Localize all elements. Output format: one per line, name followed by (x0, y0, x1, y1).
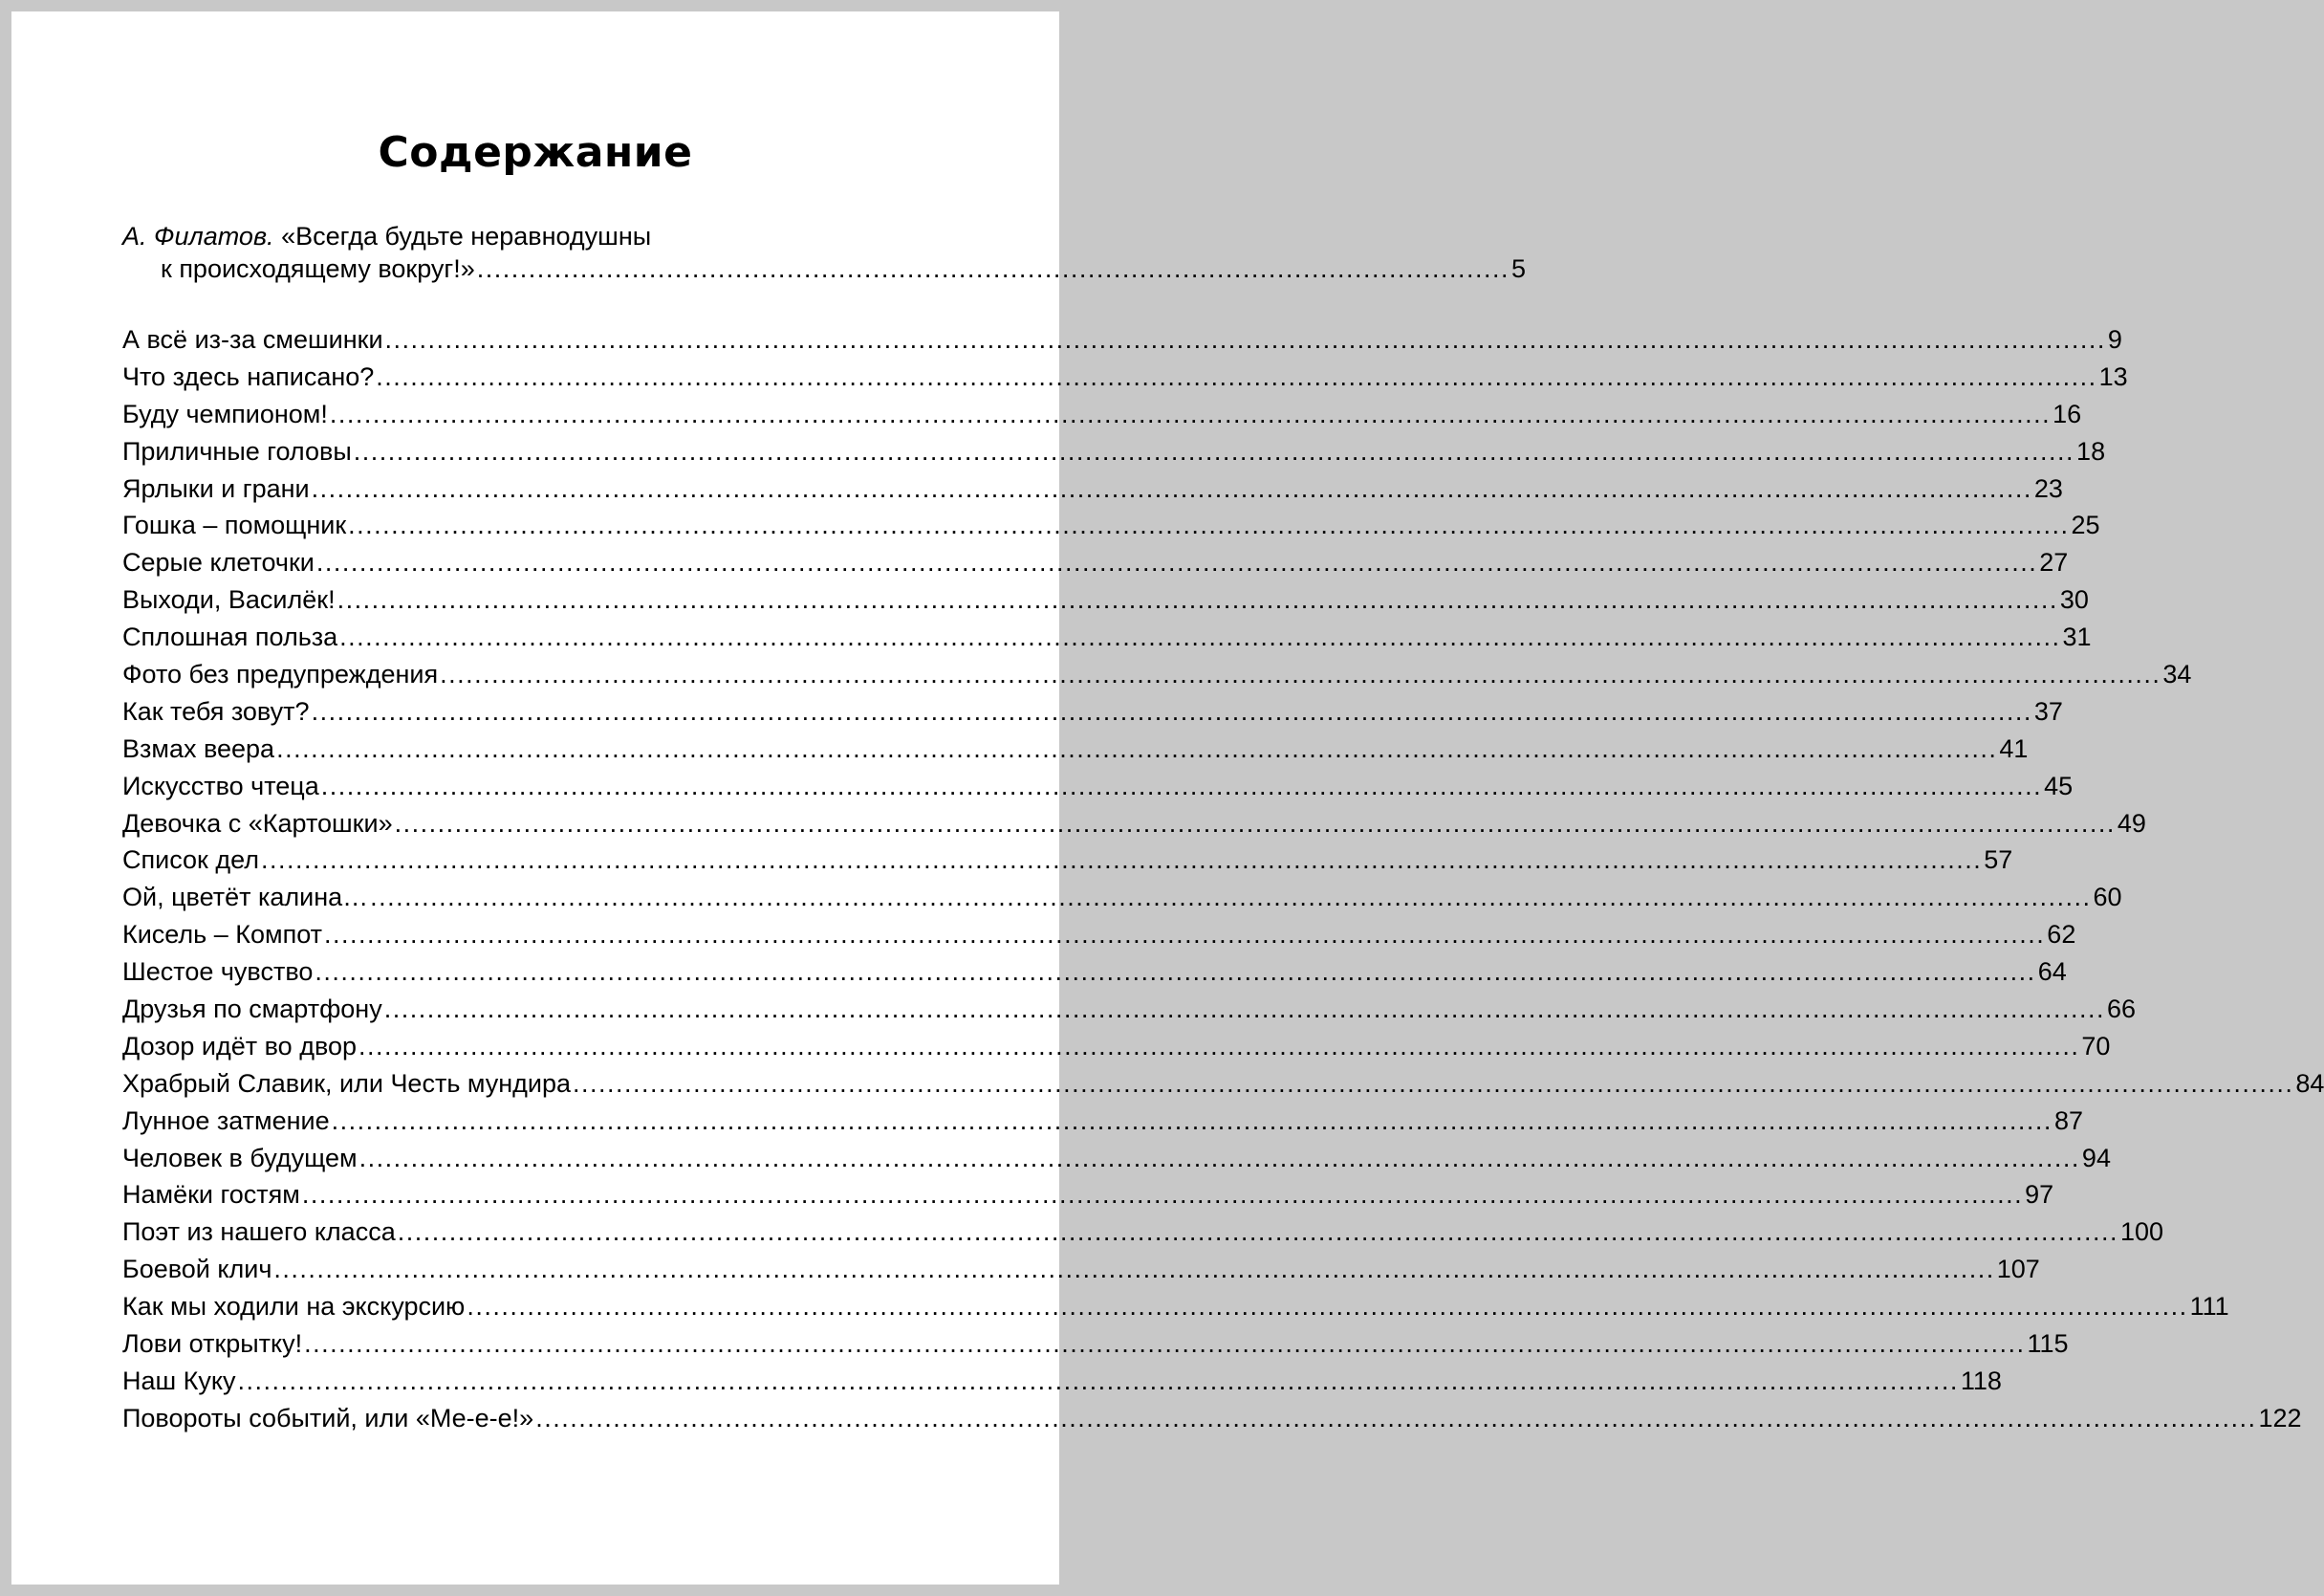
dot-leader: ........................................................................................................................................................................................................ (353, 436, 2075, 466)
toc-entry-title: Взмах веера (122, 733, 275, 763)
toc-entry-page: 30 (2059, 585, 2089, 615)
intro-entry-line2 (122, 254, 1527, 291)
intro-title-line1: «Всегда будьте неравнодушны (281, 222, 652, 251)
dot-leader: ........................................................................................................................................................................................................ (337, 585, 2058, 615)
toc-entry-page: 31 (2062, 623, 2092, 652)
toc-entry-page: 66 (2107, 995, 2137, 1024)
dot-leader: ........................................................................................................................................................................................................ (237, 1366, 1959, 1395)
toc-entry-title: Ой, цветёт калина… (122, 883, 369, 912)
toc-entry-title: Как мы ходили на экскурсию (122, 1292, 466, 1322)
toc-entry-page: 94 (2081, 1143, 2111, 1172)
toc-entry-title: Боевой клич (122, 1255, 272, 1284)
toc-entry (122, 1105, 2083, 1144)
toc-entry-title: Буду чемпионом! (122, 399, 328, 428)
toc-entry (122, 1366, 2002, 1404)
toc-entry (122, 1068, 2324, 1106)
dot-leader: ........................................................................................................................................................................................................ (304, 1329, 2026, 1359)
dot-leader: ........................................................................................................................................................................................................ (331, 1105, 2053, 1135)
toc-entry-page: 34 (2162, 660, 2192, 689)
toc-entry-title: Человек в будущем (122, 1143, 358, 1172)
dot-leader: ........................................................................................................................................................................................................ (383, 995, 2106, 1024)
dot-leader: ........................................................................................................................................................................................................ (573, 1068, 2294, 1098)
toc-entry-title: Шестое чувство (122, 957, 314, 987)
toc-entry-page: 64 (2037, 957, 2067, 987)
intro-page-number: 5 (1510, 254, 1527, 283)
spacer (122, 291, 941, 325)
dot-leader: ........................................................................................................................................................................................................ (394, 808, 2116, 838)
table-of-contents (122, 218, 2324, 1441)
toc-entry (122, 548, 2069, 585)
toc-entry-page: 9 (2107, 325, 2122, 354)
toc-entry (122, 473, 2063, 512)
toc-entry (122, 1143, 2111, 1181)
toc-entry-title: Храбрый Славик, или Честь мундира (122, 1068, 572, 1098)
toc-entry-page: 87 (2053, 1105, 2083, 1135)
intro-author: А. Филатов. (122, 222, 274, 251)
toc-entry (122, 957, 2067, 995)
toc-entry-title: Что здесь написано? (122, 361, 375, 391)
dot-leader: ........................................................................................................................................................................................................ (370, 883, 2092, 912)
toc-entry-page: 37 (2033, 696, 2063, 726)
toc-entry-title: Фото без предупреждения (122, 660, 439, 689)
dot-leader: ........................................................................................................................................................................................................ (301, 1180, 2024, 1210)
toc-entry-page: 107 (1996, 1255, 2040, 1284)
toc-entry-title: Лови открытку! (122, 1329, 303, 1359)
toc-entry-page: 25 (2071, 511, 2100, 540)
toc-entry-title: Намёки гостям (122, 1180, 300, 1210)
dot-leader: ........................................................................................................................................................................................................ (315, 957, 2036, 987)
toc-entry-page: 111 (2189, 1292, 2229, 1322)
toc-entry-page: 41 (1999, 733, 2029, 763)
toc-entry-title: Повороты событий, или «Ме-е-е!» (122, 1403, 534, 1432)
toc-entry-title: Дозор идёт во двор (122, 1031, 358, 1060)
dot-leader: ........................................................................................................................................................................................................ (276, 733, 1998, 763)
toc-entry-title: Список дел (122, 845, 259, 875)
toc-entry-title: Наш Куку (122, 1366, 236, 1395)
toc-entry-page: 118 (1960, 1366, 2002, 1395)
dot-leader: ........................................................................................................................................................................................................ (320, 771, 2043, 800)
dot-leader: ........................................................................................................................................................................................................ (311, 473, 2032, 503)
toc-entry-page: 84 (2295, 1068, 2324, 1098)
dot-leader: ........................................................................................................................................................................................................ (324, 920, 2046, 950)
toc-entry (122, 660, 2192, 697)
dot-leader: ........................................................................................................................................................................................................ (397, 1217, 2119, 1247)
dot-leader: ........................................................................................................................................................................................................ (535, 1403, 2257, 1432)
dot-leader: ........................................................................................................................................................................................................ (358, 1031, 2080, 1060)
toc-entry (122, 771, 2074, 809)
toc-entry (122, 325, 2122, 362)
toc-entry-title: Сплошная польза (122, 623, 338, 652)
toc-entry-page: 49 (2117, 808, 2146, 838)
toc-entry-title: Поэт из нашего класса (122, 1217, 396, 1247)
toc-entry (122, 623, 2092, 660)
dot-leader: ........................................................................................................................................................................................................ (376, 361, 2097, 391)
toc-entry (122, 1031, 2111, 1069)
toc-entry-title: Девочка с «Картошки» (122, 808, 393, 838)
toc-entry (122, 361, 2128, 400)
toc-entry-title: Как тебя зовут? (122, 696, 310, 726)
toc-entry-page: 18 (2076, 436, 2106, 466)
toc-entry-page: 122 (2258, 1403, 2302, 1432)
toc-entry-page: 57 (1984, 845, 2013, 875)
toc-entry-page: 13 (2098, 361, 2128, 391)
toc-entry (122, 1292, 2229, 1329)
toc-entry-page: 23 (2033, 473, 2063, 503)
toc-entry (122, 696, 2063, 734)
dot-leader: ........................................................................................................................................................................................................ (315, 548, 2038, 578)
toc-entry-title: Приличные головы (122, 436, 352, 466)
dot-leader: ........................................................................................................................ (476, 254, 1510, 283)
dot-leader: ........................................................................................................................................................................................................ (440, 660, 2161, 689)
dot-leader: ........................................................................................................................................................................................................ (260, 845, 1983, 875)
dot-leader: ........................................................................................................................................................................................................ (311, 696, 2032, 726)
toc-entry (122, 1329, 2069, 1366)
toc-entry-page: 62 (2047, 920, 2076, 950)
toc-entry (122, 1180, 2054, 1217)
toc-entry-title: Лунное затмение (122, 1105, 330, 1135)
toc-entry-title: Искусство чтеца (122, 771, 319, 800)
dot-leader: ........................................................................................................................................................................................................ (329, 399, 2052, 428)
toc-entry-title: А всё из-за смешинки (122, 325, 383, 354)
toc-entry (122, 808, 2146, 846)
toc-entry (122, 1255, 2040, 1292)
entries-list (122, 325, 2324, 1441)
toc-entry-page: 100 (2120, 1217, 2164, 1247)
toc-entry-page: 45 (2044, 771, 2074, 800)
dot-leader: ........................................................................................................................................................................................................ (467, 1292, 2188, 1322)
dot-leader: ........................................................................................................................................................................................................ (339, 623, 2061, 652)
intro-title-line2: к происходящему вокруг!» (161, 254, 475, 283)
toc-entry (122, 733, 2029, 772)
book-page (11, 11, 2324, 1585)
toc-entry-title: Кисель – Компот (122, 920, 322, 950)
toc-entry (122, 399, 2082, 437)
toc-entry (122, 845, 2013, 883)
toc-entry-title: Выходи, Василёк! (122, 585, 336, 615)
toc-entry-page: 60 (2093, 883, 2122, 912)
toc-entry (122, 585, 2089, 623)
toc-entry-page: 27 (2039, 548, 2069, 578)
page-title: Содержание (378, 128, 693, 177)
toc-entry (122, 883, 2122, 920)
toc-entry (122, 1217, 2164, 1255)
dot-leader: ........................................................................................................................................................................................................ (384, 325, 2106, 354)
toc-entry-page: 115 (2027, 1329, 2069, 1359)
toc-entry-title: Ярлыки и грани (122, 473, 310, 503)
toc-entry-title: Друзья по смартфону (122, 995, 382, 1024)
toc-entry (122, 995, 2137, 1032)
toc-entry-page: 97 (2025, 1180, 2054, 1210)
toc-entry (122, 1403, 2302, 1441)
intro-entry-line1 (122, 218, 941, 254)
dot-leader: ........................................................................................................................................................................................................ (273, 1255, 1995, 1284)
toc-entry (122, 920, 2076, 957)
toc-entry (122, 436, 2106, 474)
toc-entry-page: 70 (2081, 1031, 2111, 1060)
dot-leader: ........................................................................................................................................................................................................ (358, 1143, 2080, 1172)
toc-entry-title: Гошка – помощник (122, 511, 347, 540)
toc-entry-page: 16 (2053, 399, 2082, 428)
toc-entry-title: Серые клеточки (122, 548, 315, 578)
dot-leader: ........................................................................................................................................................................................................ (348, 511, 2070, 540)
toc-entry (122, 511, 2100, 548)
